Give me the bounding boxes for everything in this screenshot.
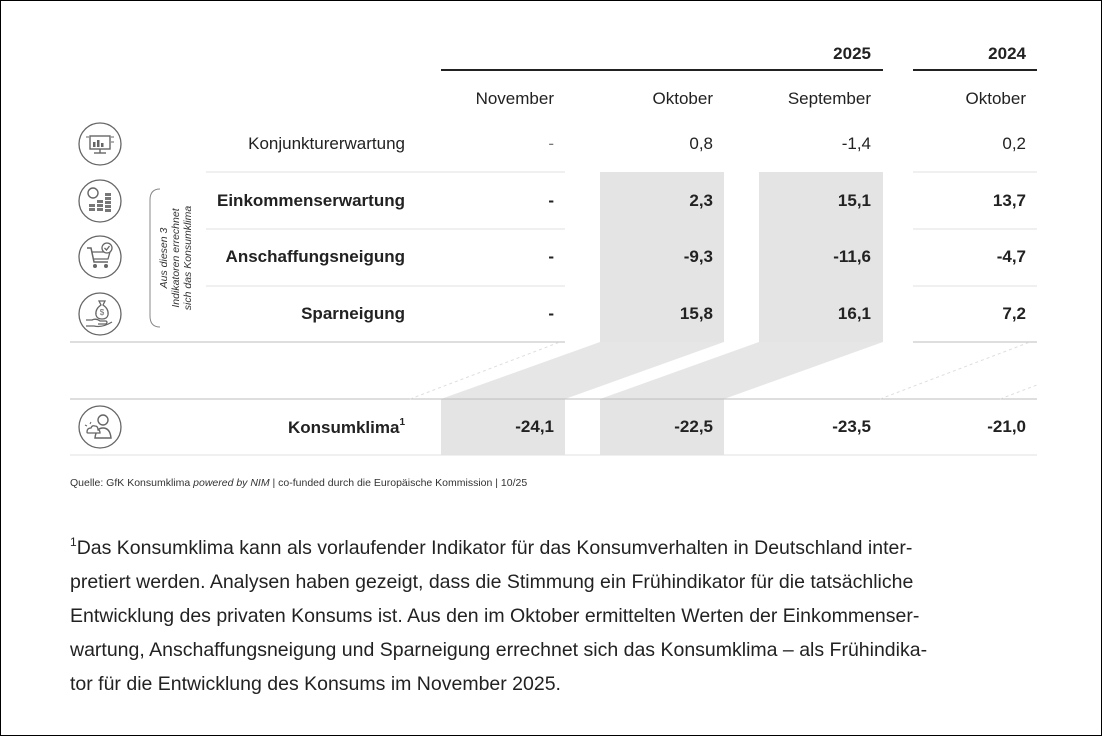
footnote-superscript: 1 [70,535,77,549]
value-konjunktur-oktober-2025: 0,8 [689,134,713,153]
value-einkommen-oktober-2024: 13,7 [992,191,1026,210]
value-spar-september: 16,1 [837,304,871,323]
footnote-line-3: Entwicklung des privaten Konsums ist. Aus den im Oktober ermittelten Werten der Einkommenser- [70,605,920,627]
value-konsumklima-oktober-2024: -21,0 [987,417,1026,436]
footnote-line-1 [70,525,1030,565]
value-spar-november: - [548,304,554,323]
footnote-line-5: tor für die Entwicklung des Konsums im November 2025. [70,673,561,695]
row-label-konjunkturerwartung: Konjunkturerwartung [248,134,405,153]
year-header-previous: 2024 [988,44,1026,63]
value-konsumklima-november: -24,1 [515,417,554,436]
year-rule-current [441,69,883,71]
value-konjunktur-oktober-2024: 0,2 [1002,134,1026,153]
value-spar-oktober-2025: 15,8 [679,304,713,323]
value-konjunktur-november: - [548,134,554,153]
month-header-september: September [787,89,871,108]
row-label-anschaffungsneigung: Anschaffungsneigung [225,247,405,266]
value-konsumklima-oktober-2025: -22,5 [674,417,713,436]
source-suffix: | co-funded durch die Europäische Kommission | 10/25 [269,477,528,489]
shopping-cart-icon [78,235,122,279]
monitor-chart-icon [78,122,122,166]
footnote-line-1-text: Das Konsumklima kann als vorlaufender Indikator für das Konsumverhalten in Deutschland inter- [76,537,913,559]
footnote-paragraph [70,525,1030,701]
konsumklima-text: Konsumklima [287,418,400,437]
value-konsumklima-september: -23,5 [832,417,871,436]
footnote-line-2: pretiert werden. Analysen haben gezeigt, dass die Stimmung ein Frühindikator für die tatsächliche [70,571,914,593]
month-header-oktober-2024: Oktober [965,89,1026,108]
side-note-line-2: Indikatoren errechnet [170,208,182,308]
value-anschaffung-september: -11,6 [833,247,871,266]
side-note-line-3: sich das Konsumklima [182,205,194,311]
person-cloud-icon [78,405,122,449]
value-anschaffung-oktober-2024: -4,7 [996,247,1026,266]
footnote-marker: 1 [399,417,405,428]
source-prefix: Quelle: GfK Konsumklima [70,477,194,489]
row-label-einkommenserwartung: Einkommenserwartung [217,191,405,210]
money-bag-hand-icon [78,292,122,336]
row-label-konsumklima [180,417,405,438]
footnote-line-4: wartung, Anschaffungsneigung und Sparneigung errechnet sich das Konsumklima – als Frühindika- [70,639,928,661]
row-label-sparneigung: Sparneigung [301,304,405,323]
value-spar-oktober-2024: 7,2 [1002,304,1026,323]
month-header-oktober-2025: Oktober [652,89,713,108]
source-italic: powered by NIM [193,477,270,489]
year-rule-previous [913,69,1037,71]
value-anschaffung-november: - [548,247,554,266]
source-note [70,477,527,489]
value-einkommen-september: 15,1 [837,191,871,210]
coins-icon [78,179,122,223]
year-header-current: 2025 [833,44,871,63]
value-anschaffung-oktober-2025: -9,3 [683,247,713,266]
month-header-november: November [475,89,554,108]
value-konjunktur-september: -1,4 [841,134,871,153]
svg-text:$: $ [99,308,105,317]
value-einkommen-oktober-2025: 2,3 [689,191,713,210]
value-einkommen-november: - [548,191,554,210]
side-note-line-1: Aus diesen 3 [158,227,170,289]
